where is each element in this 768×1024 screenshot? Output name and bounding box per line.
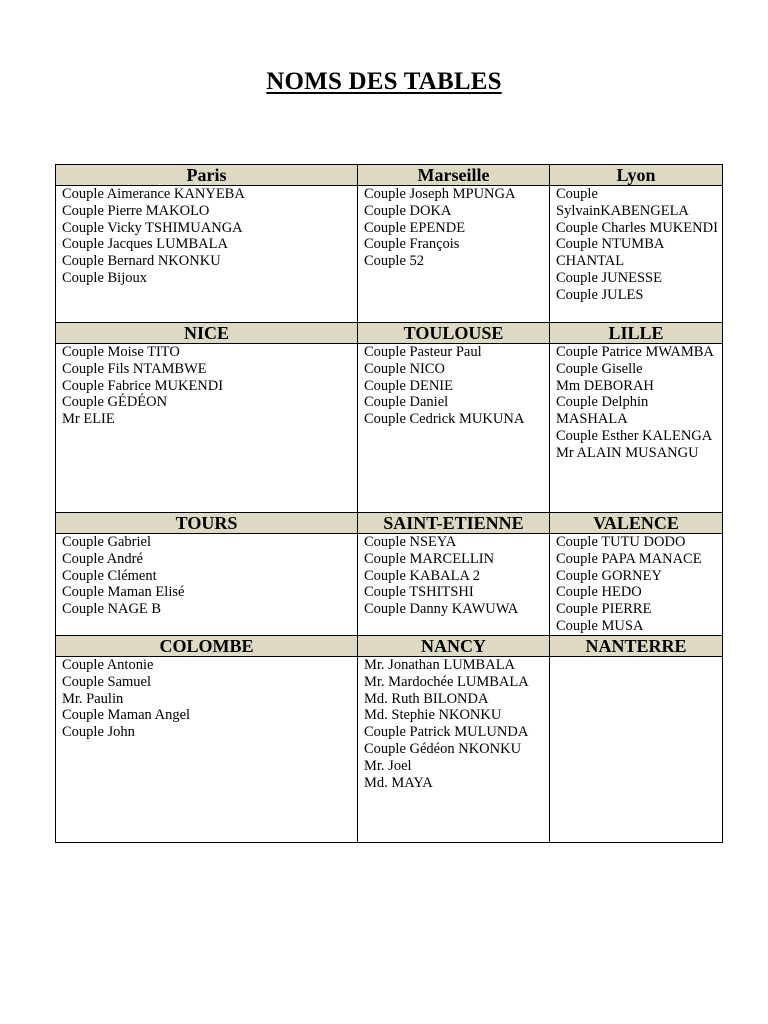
guest-list-nice — [56, 344, 358, 513]
guest-name: Mr. Joel — [364, 757, 412, 774]
table-name-toulouse: TOULOUSE — [358, 323, 550, 344]
guest-name: Couple Cedrick MUKUNA — [364, 411, 525, 428]
table-name-nice: NICE — [56, 323, 358, 344]
guest-name: Couple GORNEY — [556, 567, 662, 584]
guest-name: Md. Stephie NKONKU — [364, 707, 502, 724]
guest-list-lille — [550, 344, 723, 513]
guest-name: Couple Esther KALENGA — [556, 427, 713, 444]
guest-name: Mm DEBORAH — [556, 377, 654, 394]
table-guests-row — [56, 186, 723, 323]
guest-name: Couple MARCELLIN — [364, 550, 495, 567]
guest-name: Mr ALAIN MUSANGU — [556, 444, 699, 461]
table-name-nanterre: NANTERRE — [550, 636, 723, 657]
table-header-row — [56, 165, 723, 186]
guest-name: Couple Bernard NKONKU — [62, 253, 221, 270]
table-guests-row — [56, 657, 723, 843]
guest-name: Couple Maman Elisé — [62, 584, 185, 601]
guest-name: Couple Bijoux — [62, 269, 147, 286]
guest-name: Couple NAGE B — [62, 601, 162, 618]
guest-name: Couple HEDO — [556, 584, 642, 601]
guest-name: Couple JUNESSE — [556, 269, 662, 286]
guest-name: Couple PIERRE — [556, 601, 652, 618]
guest-list-nanterre — [550, 657, 723, 843]
table-name-saint-etienne: SAINT-ETIENNE — [358, 513, 550, 534]
guest-name: Couple Gédéon NKONKU — [364, 740, 522, 757]
guest-name: Couple Fils NTAMBWE — [62, 360, 207, 377]
guest-name: Couple Gabriel — [62, 534, 151, 550]
guest-name: Couple EPENDE — [364, 219, 466, 236]
table-name-valence: VALENCE — [550, 513, 723, 534]
guest-name: Couple Joseph MPUNGA — [364, 186, 516, 202]
guest-list-nancy — [358, 657, 550, 843]
guest-name: Couple Vicky TSHIMUANGA — [62, 219, 243, 236]
guest-name: Couple Charles MUKENDI — [556, 219, 718, 236]
guest-name: Couple TSHITSHI — [364, 584, 474, 601]
guest-name: Couple Samuel — [62, 673, 152, 690]
table-name-colombe: COLOMBE — [56, 636, 358, 657]
guest-name: Couple John — [62, 724, 135, 741]
guest-name: Couple Delphin MASHALA — [556, 394, 649, 428]
guest-name: Couple Danny KAWUWA — [364, 601, 519, 618]
guest-list-tours — [56, 534, 358, 636]
seating-table — [55, 164, 723, 843]
guest-name: Couple Pierre MAKOLO — [62, 202, 210, 219]
guest-name: Mr. Paulin — [62, 690, 124, 707]
guest-name: Couple Daniel — [364, 394, 449, 411]
guest-list-saint-etienne — [358, 534, 550, 636]
guest-name: Couple Fabrice MUKENDI — [62, 377, 224, 394]
table-name-nancy: NANCY — [358, 636, 550, 657]
guest-name: Couple GÉDÉON — [62, 394, 168, 411]
table-header-row — [56, 513, 723, 534]
guest-list-paris — [56, 186, 358, 323]
guest-name: Couple Clément — [62, 567, 157, 584]
guest-name: Couple Jacques LUMBALA — [62, 236, 228, 253]
table-name-paris: Paris — [56, 165, 358, 186]
guest-name: Mr. Mardochée LUMBALA — [364, 673, 529, 690]
guest-list-valence — [550, 534, 723, 636]
guest-name: Couple NTUMBA CHANTAL — [556, 236, 664, 270]
guest-name: Mr. Jonathan LUMBALA — [364, 657, 516, 673]
guest-list-lyon — [550, 186, 723, 323]
guest-name: Couple PAPA MANACE — [556, 550, 702, 567]
guest-name: Couple Aimerance KANYEBA — [62, 186, 245, 202]
guest-list-colombe — [56, 657, 358, 843]
guest-name: Couple Moise TITO — [62, 344, 180, 360]
guest-list-marseille — [358, 186, 550, 323]
guest-name: Couple Patrick MULUNDA — [364, 724, 529, 741]
guest-name: Couple DOKA — [364, 202, 452, 219]
guest-name: Couple SylvainKABENGELA — [556, 186, 689, 219]
guest-name: Couple NSEYA — [364, 534, 457, 550]
guest-name: Couple 52 — [364, 253, 425, 270]
guest-name: Couple François — [364, 236, 460, 253]
guest-name: Couple DENIE — [364, 377, 453, 394]
guest-name: Couple MUSA — [556, 617, 644, 634]
guest-name: Couple Antonie — [62, 657, 154, 673]
guest-name: Couple André — [62, 550, 143, 567]
table-name-marseille: Marseille — [358, 165, 550, 186]
guest-name: Mr ELIE — [62, 411, 115, 428]
guest-name: Md. Ruth BILONDA — [364, 690, 489, 707]
table-header-row — [56, 323, 723, 344]
guest-name: Couple Pasteur Paul — [364, 344, 482, 360]
table-guests-row — [56, 534, 723, 636]
guest-name: Couple Giselle — [556, 360, 643, 377]
table-guests-row — [56, 344, 723, 513]
guest-name: Couple TUTU DODO — [556, 534, 686, 550]
guest-list-toulouse — [358, 344, 550, 513]
table-name-tours: TOURS — [56, 513, 358, 534]
guest-name: Couple Patrice MWAMBA — [556, 344, 714, 360]
table-header-row — [56, 636, 723, 657]
guest-name: Md. MAYA — [364, 774, 433, 791]
guest-name: Couple NICO — [364, 360, 445, 377]
table-name-lyon: Lyon — [550, 165, 723, 186]
page-title: NOMS DES TABLES — [266, 68, 502, 95]
table-name-lille: LILLE — [550, 323, 723, 344]
guest-name: Couple Maman Angel — [62, 707, 191, 724]
guest-name: Couple JULES — [556, 286, 644, 303]
guest-name: Couple KABALA 2 — [364, 567, 480, 584]
